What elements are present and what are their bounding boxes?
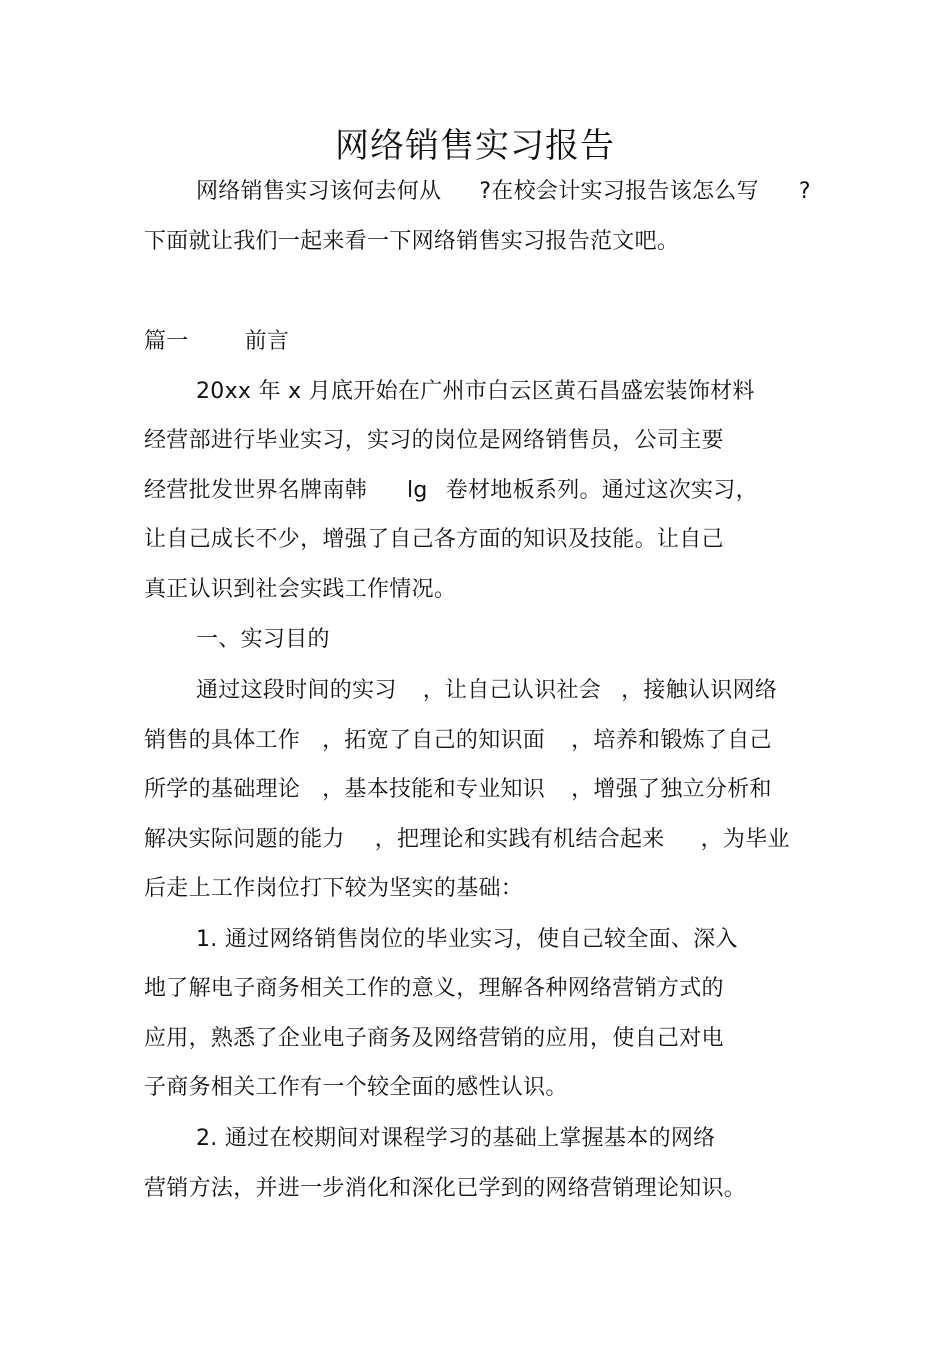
purpose-text: 销售的具体工作 xyxy=(144,728,301,753)
purpose-text: ，培养和锻炼了自己 xyxy=(571,728,772,753)
purpose-text: ，基本技能和专业知识 xyxy=(322,777,546,802)
purpose-text: 所学的基础理论 xyxy=(144,777,301,802)
purpose-line: 后走上工作岗位打下较为坚实的基础： xyxy=(144,876,524,901)
list-item-2-line: 营销方法，并进一步消化和深化已学到的网络营销理论知识。 xyxy=(144,1176,747,1201)
purpose-line xyxy=(144,775,772,805)
purpose-text: ，接触认识网络 xyxy=(621,678,778,703)
section-label: 篇一 xyxy=(144,329,189,354)
list-item-1-line: 1. 通过网络销售岗位的毕业实习，使自己较全面、深入 xyxy=(196,927,738,952)
preface-line xyxy=(144,476,758,506)
list-item-1-line: 应用，熟悉了企业电子商务及网络营销的应用，使自己对电 xyxy=(144,1026,724,1051)
section-name: 前言 xyxy=(244,329,290,354)
purpose-text: ，让自己认识社会 xyxy=(422,678,602,703)
purpose-line xyxy=(144,726,772,756)
purpose-text: 通过这段时间的实习 xyxy=(196,678,397,703)
purpose-text: ，增强了独立分析和 xyxy=(571,777,772,802)
intro-text: ?在校会计实习报告该怎么写 xyxy=(479,179,759,204)
purpose-line xyxy=(144,825,790,855)
list-item-1-line: 地了解电子商务相关工作的意义，理解各种网络营销方式的 xyxy=(144,976,724,1001)
intro-line-2: 下面就让我们一起来看一下网络销售实习报告范文吧。 xyxy=(144,229,680,254)
preface-line: 经营部进行毕业实习，实习的岗位是网络销售员，公司主要 xyxy=(144,428,724,453)
intro-text: ? xyxy=(798,179,811,204)
document-title: 网络销售实习报告 xyxy=(335,126,615,166)
purpose-text: ，为毕业 xyxy=(700,827,790,852)
preface-line: 20xx 年 x 月底开始在广州市白云区黄石昌盛宏装饰材料 xyxy=(196,379,755,404)
list-item-1-line: 子商务相关工作有一个较全面的感性认识。 xyxy=(144,1075,568,1100)
preface-text: 经营批发世界名牌南韩 xyxy=(144,478,368,503)
intro-text: 网络销售实习该何去何从 xyxy=(196,179,442,204)
list-item-2-line: 2. 通过在校期间对课程学习的基础上掌握基本的网络 xyxy=(196,1126,716,1151)
purpose-text: ，拓宽了自己的知识面 xyxy=(322,728,546,753)
preface-line: 让自己成长不少，增强了自己各方面的知识及技能。让自己 xyxy=(144,527,724,552)
purpose-text: ，把理论和实践有机结合起来 xyxy=(374,827,665,852)
purpose-line xyxy=(196,676,777,706)
preface-line: 真正认识到社会实践工作情况。 xyxy=(144,577,457,602)
intro-line-1 xyxy=(196,177,811,207)
purpose-heading: 一、实习目的 xyxy=(196,627,330,652)
purpose-text: 解决实际问题的能力 xyxy=(144,827,345,852)
section-heading xyxy=(144,327,289,357)
preface-text: 卷材地板系列。通过这次实习， xyxy=(445,478,758,503)
preface-text: lg xyxy=(407,478,428,503)
